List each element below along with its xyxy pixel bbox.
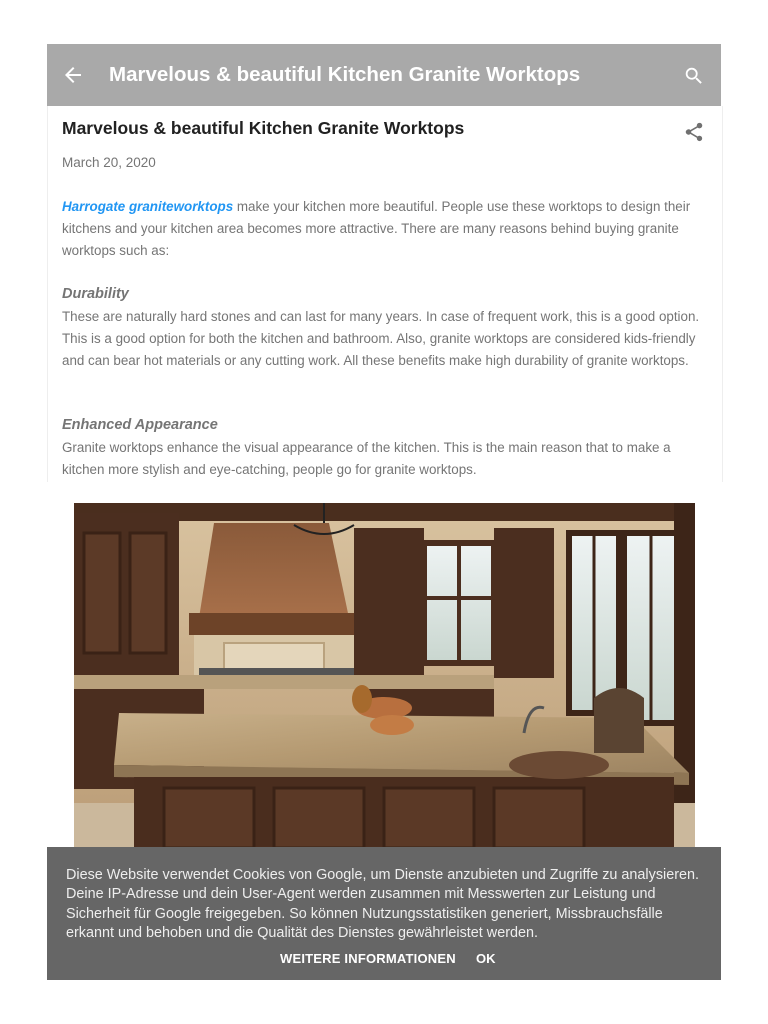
- intro-text: make your kitchen more beautiful. People use these worktops to design their kitchens and your kitchen area becomes more attractive. There are many reasons behind buying granite worktops such as:: [62, 199, 691, 258]
- blog-title[interactable]: Marvelous & beautiful Kitchen Granite Worktops: [109, 63, 581, 86]
- cookie-message: Diese Website verwendet Cookies von Google, um Dienste anzubieten und Zugriffe zu analysieren. Deine IP-Adresse und dein User-Agent werden zusammen mit Messwerten zur Leistung und Sicherheit für Google freigegeben. So können Nutzungsstatistiken generiert, Missbrauchsfälle erkannt und behoben und die Qualität des Dienstes gewährleistet werden.: [66, 867, 700, 941]
- cookie-banner: [47, 847, 721, 980]
- post-title: Marvelous & beautiful Kitchen Granite Worktops: [62, 118, 465, 138]
- intro-paragraph: [62, 196, 712, 261]
- section-heading-appearance: Enhanced Appearance: [62, 417, 218, 433]
- arrow-left-icon[interactable]: [61, 63, 85, 87]
- search-icon[interactable]: [683, 65, 705, 87]
- share-icon[interactable]: [683, 121, 705, 143]
- ok-button[interactable]: OK: [476, 951, 496, 966]
- post-date: March 20, 2020: [62, 155, 156, 170]
- more-info-button[interactable]: WEITERE INFORMATIONEN: [280, 951, 456, 966]
- section-heading-durability: Durability: [62, 286, 129, 302]
- section-text-durability: These are naturally hard stones and can last for many years. In case of frequent work, this is a good option. This is a good option for both the kitchen and bathroom. Also, granite worktops are considered kids-friendly and can bear hot materials or any cutting work. All these benefits make high durability of granite worktops.: [62, 309, 700, 368]
- section-text-appearance: Granite worktops enhance the visual appearance of the kitchen. This is the main reason that to make a kitchen more stylish and eye-catching, people go for granite worktops.: [62, 440, 671, 477]
- app-bar: [47, 44, 721, 106]
- kitchen-photo[interactable]: [74, 503, 695, 858]
- harrogate-link[interactable]: Harrogate graniteworktops: [62, 199, 234, 214]
